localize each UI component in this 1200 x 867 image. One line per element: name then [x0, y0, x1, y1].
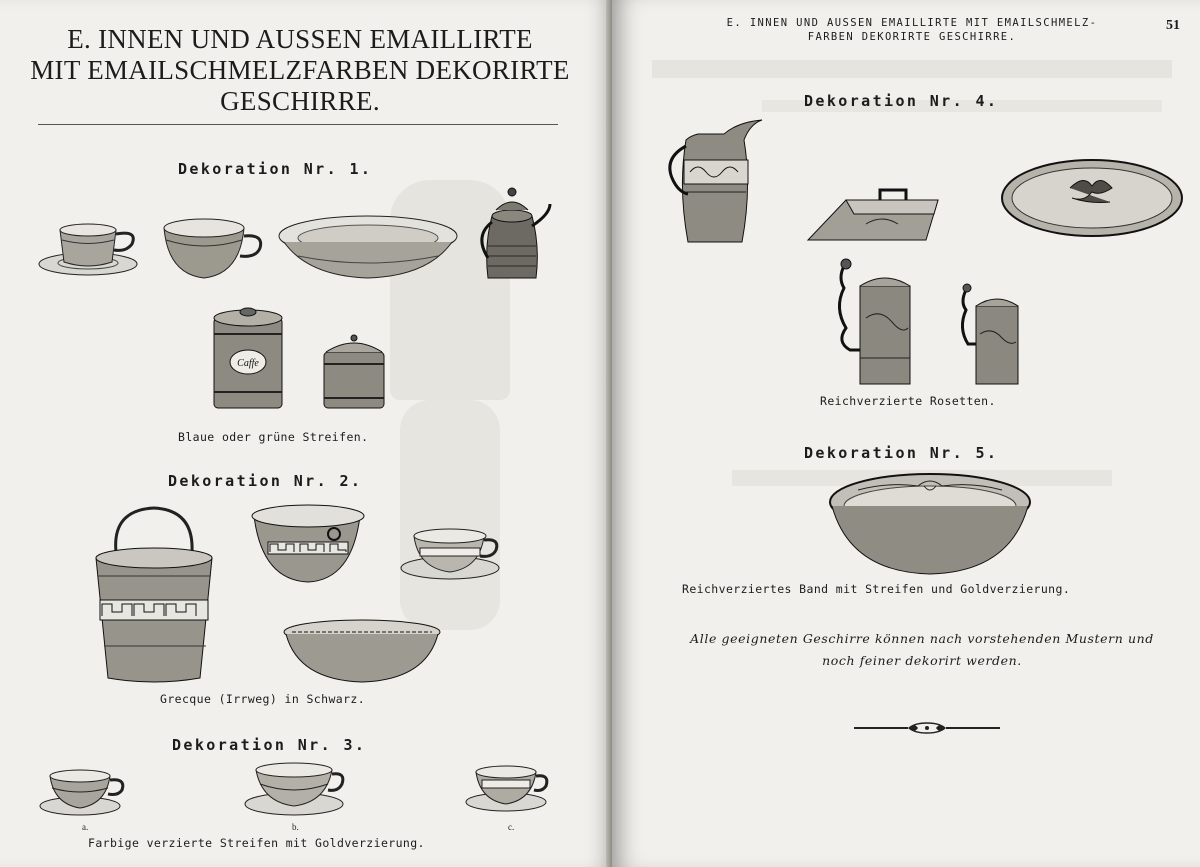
chapter-title: [20, 24, 580, 117]
chapter-title-line: E. INNEN UND AUSSEN EMAILLIRTE: [67, 24, 533, 54]
oval-tray-icon: [1000, 158, 1186, 242]
cup-saucer-icon: [464, 766, 552, 816]
item-label: b.: [292, 822, 299, 832]
cup-saucer-icon: [38, 770, 128, 820]
canister-label: Caffe: [237, 358, 259, 369]
dustpan-icon: [806, 184, 942, 244]
tailpiece-ornament-icon: [852, 720, 1002, 736]
coffee-canister-icon: [210, 304, 286, 410]
tankard-icon: [830, 258, 916, 386]
cup-saucer-icon: [400, 528, 504, 584]
coffee-pot-icon: [474, 186, 554, 284]
page-number: 51: [1166, 18, 1180, 33]
closing-note: [652, 628, 1192, 672]
chapter-title-line: MIT EMAILSCHMELZFARBEN DEKORIRTE: [30, 55, 570, 85]
section-caption: Grecque (Irrweg) in Schwarz.: [160, 692, 366, 706]
running-head-line: E. INNEN UND AUSSEN EMAILLIRTE MIT EMAILSCHMELZ-: [726, 17, 1098, 29]
section-heading: Dekoration Nr. 4.: [804, 92, 999, 110]
right-page: [612, 0, 1200, 867]
cup-icon: [160, 216, 266, 282]
pitcher-icon: [668, 118, 764, 246]
wash-bowl-icon: [828, 472, 1032, 576]
item-label: a.: [82, 822, 89, 832]
section-heading: Dekoration Nr. 2.: [168, 472, 363, 490]
sugar-tin-icon: [320, 334, 388, 410]
cup-saucer-icon: [38, 220, 144, 284]
closing-note-line: Alle geeigneten Geschirre können nach vorstehenden Mustern und: [690, 631, 1154, 646]
bleed-through-shape: [400, 400, 500, 630]
running-head: [662, 16, 1162, 44]
bleed-through-shape: [652, 60, 1172, 78]
mug-icon: [248, 504, 372, 584]
basin-icon: [278, 212, 460, 282]
section-caption: Blaue oder grüne Streifen.: [178, 430, 369, 444]
section-heading: Dekoration Nr. 1.: [178, 160, 373, 178]
title-rule: [38, 124, 558, 125]
section-caption: Farbige verzierte Streifen mit Goldverzierung.: [88, 836, 425, 850]
pail-icon: [90, 504, 218, 686]
item-label: c.: [508, 822, 515, 832]
tankard-icon: [958, 284, 1024, 386]
closing-note-line: noch feiner dekorirt werden.: [822, 653, 1022, 668]
bowl-icon: [282, 618, 444, 684]
running-head-line: FARBEN DEKORIRTE GESCHIRRE.: [807, 31, 1017, 43]
section-caption: Reichverziertes Band mit Streifen und Goldverzierung.: [682, 582, 1071, 596]
section-caption: Reichverzierte Rosetten.: [820, 394, 996, 408]
section-heading: Dekoration Nr. 5.: [804, 444, 999, 462]
chapter-title-line: GESCHIRRE.: [220, 86, 380, 116]
section-heading: Dekoration Nr. 3.: [172, 736, 367, 754]
cup-saucer-icon: [244, 762, 348, 820]
